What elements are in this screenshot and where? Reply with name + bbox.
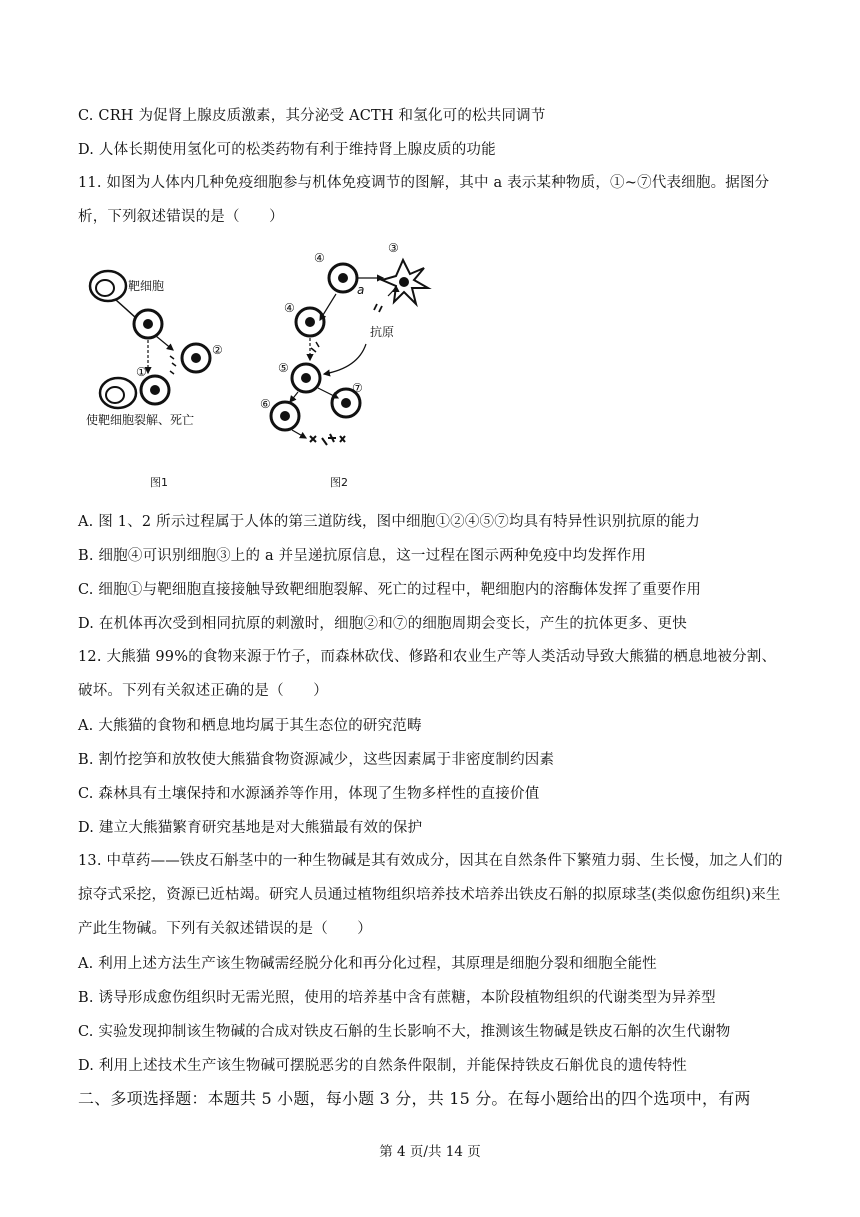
q13-stem: 13. 中草药——铁皮石斛茎中的一种生物碱是其有效成分，因其在自然条件下繁殖力弱、生长慢，加之人们的掠夺式采挖，资源已近枯竭。研究人员通过植物组织培养技术培养出铁皮石斛的拟原球茎(类似愈伤组织)来生产此生物碱。下列有关叙述错误的是（ ） <box>78 853 783 937</box>
q12-option-d: D. 建立大熊猫繁育研究基地是对大熊猫最有效的保护 <box>78 820 423 836</box>
fig1-arrow <box>116 300 136 318</box>
fig1-target-cell-top <box>90 271 126 301</box>
q13-option-c: C. 实验发现抑制该生物碱的合成对铁皮石斛的生长影响不大，推测该生物碱是铁皮石斛的次生代谢物 <box>78 1024 731 1040</box>
fig2-num-7: ⑦ <box>352 381 363 395</box>
fig1-label-target: 靶细胞 <box>128 279 165 293</box>
section-2-heading: 二、多项选择题：本题共 5 小题，每小题 3 分，共 15 分。在每小题给出的四个选项中，有两 <box>78 1089 751 1108</box>
q12-option-c: C. 森林具有土壤保持和水源涵养等作用，体现了生物多样性的直接价值 <box>78 786 540 802</box>
fig2-label-a: a <box>357 283 365 297</box>
q11-option-b: B. 细胞④可识别细胞③上的 a 并呈递抗原信息，这一过程在图示两种免疫中均发挥作用 <box>78 548 647 564</box>
q11-stem: 11. 如图为人体内几种免疫细胞参与机体免疫调节的图解，其中 a 表示某种物质，①~⑦代表细胞。据图分析，下列叙述错误的是（ ） <box>78 175 770 225</box>
q12-stem: 12. 大熊猫 99%的食物来源于竹子，而森林砍伐、修路和农业生产等人类活动导致大熊猫的栖息地被分割、破坏。下列有关叙述正确的是（ ） <box>78 649 777 699</box>
fig1-cell-1 <box>141 376 169 404</box>
fig2-num-5: ⑤ <box>278 361 289 375</box>
q11-option-d: D. 在机体再次受到相同抗原的刺激时，细胞②和⑦的细胞周期会变长，产生的抗体更多、更快 <box>78 616 687 632</box>
q13-option-b: B. 诱导形成愈伤组织时无需光照，使用的培养基中含有蔗糖，本阶段植物组织的代谢类型为异养型 <box>78 990 716 1006</box>
fig2-num-4-top: ④ <box>314 251 325 265</box>
fig1-target-cell-bottom <box>100 378 136 408</box>
immune-diagram <box>78 238 438 498</box>
q11-option-a: A. 图 1、2 所示过程属于人体的第三道防线，图中细胞①②④⑤⑦均具有特异性识别抗原的能力 <box>78 514 701 530</box>
fig1-cell-2 <box>182 344 210 372</box>
fig1-cell-center <box>134 310 162 338</box>
fig1-num-1: ① <box>136 365 147 379</box>
fig1-num-2: ② <box>212 343 223 357</box>
fig2-caption: 图2 <box>330 476 348 489</box>
fig2-cell-5 <box>292 364 320 392</box>
q12-option-a: A. 大熊猫的食物和栖息地均属于其生态位的研究范畴 <box>78 718 422 734</box>
page-footer: 第 4 页/共 14 页 <box>379 1144 481 1160</box>
q13-option-d: D. 利用上述技术生产该生物碱可摆脱恶劣的自然条件限制，并能保持铁皮石斛优良的遗传特性 <box>78 1058 687 1074</box>
fig2-num-3: ③ <box>388 241 399 255</box>
q13-option-a: A. 利用上述方法生产该生物碱需经脱分化和再分化过程，其原理是细胞分裂和细胞全能性 <box>78 956 657 972</box>
q11-option-c: C. 细胞①与靶细胞直接接触导致靶细胞裂解、死亡的过程中，靶细胞内的溶酶体发挥了重要作用 <box>78 582 702 598</box>
fig1-label-result: 使靶细胞裂解、死亡 <box>86 413 195 427</box>
fig2-cell-7 <box>332 389 360 417</box>
fig2-label-antigen: 抗原 <box>370 325 395 339</box>
fig1-secretion <box>170 356 176 374</box>
fig1-caption: 图1 <box>150 476 168 489</box>
q10-option-c: C. CRH 为促肾上腺皮质激素，其分泌受 ACTH 和氢化可的松共同调节 <box>78 108 546 124</box>
q12-option-b: B. 割竹挖笋和放牧使大熊猫食物资源减少，这些因素属于非密度制约因素 <box>78 752 555 768</box>
fig2-num-6: ⑥ <box>260 397 271 411</box>
fig2-antigen-icon <box>374 304 382 312</box>
fig2-cell-3 <box>382 260 428 304</box>
q10-option-d: D. 人体长期使用氢化可的松类药物有利于维持肾上腺皮质的功能 <box>78 142 496 158</box>
fig2-antibodies <box>310 434 345 445</box>
fig2-cell-4 <box>296 308 324 336</box>
immune-figure <box>78 238 438 498</box>
fig2-cell-4-top <box>329 264 357 292</box>
fig2-num-4: ④ <box>284 301 295 315</box>
fig2-cell-6 <box>271 402 299 430</box>
